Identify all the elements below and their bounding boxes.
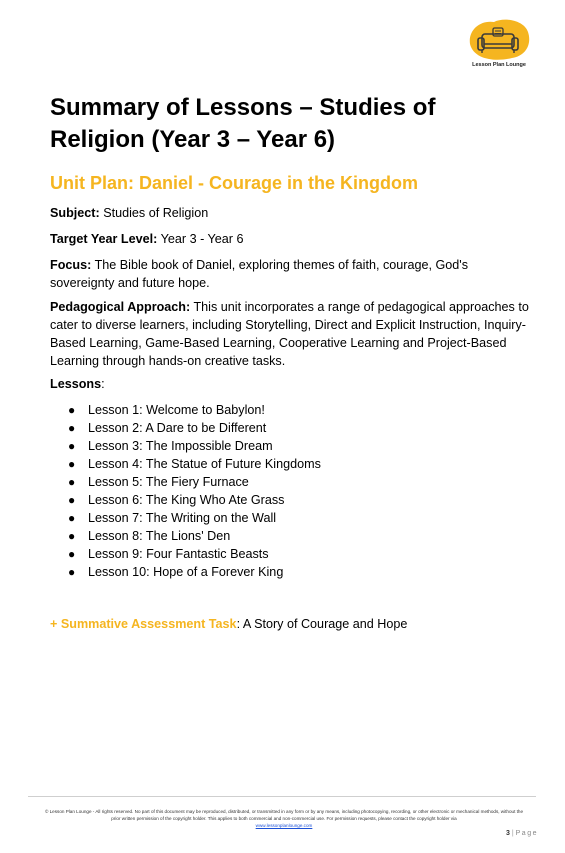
lesson-title: Lesson 10: Hope of a Forever King [88,565,284,579]
focus-paragraph [50,256,530,292]
approach-label: Pedagogical Approach: [50,300,191,314]
copyright-text: © Lesson Plan Lounge - All rights reserved. No part of this document may be reproduced, distributed, or transmitted in any form or by any means, including photocopying, recording, or other electronic or mechanical methods, without the prior written permission of the copyright holder. This applies to both commercial and non-commercial use. For permission requests, please contact the copyright holder via [44,809,524,821]
bullet-icon: ● [68,529,76,543]
bullet-icon: ● [68,511,76,525]
page-title: Summary of Lessons – Studies of Religion (Year 3 – Year 6) [50,94,436,153]
list-item [68,491,528,509]
lesson-title: Lesson 1: Welcome to Babylon! [88,403,265,417]
footer-divider [28,796,536,797]
list-item [68,473,528,491]
subject-label: Subject: [50,206,100,220]
page-separator: | [511,830,514,837]
website-link[interactable]: www.lessonplanlounge.com [255,823,313,828]
list-item [68,455,528,473]
list-item [68,509,528,527]
bullet-icon: ● [68,421,76,435]
summative-assessment [50,615,407,633]
lesson-list [50,401,528,581]
page-number-value: 3 [506,830,510,837]
list-item [68,563,528,581]
list-item [68,419,528,437]
bullet-icon: ● [68,439,76,453]
lesson-title: Lesson 5: The Fiery Furnace [88,475,249,489]
summative-label: + Summative Assessment Task [50,617,237,631]
bullet-icon: ● [68,565,76,579]
footer-copyright [40,808,528,829]
lesson-title: Lesson 2: A Dare to be Different [88,421,267,435]
lesson-title: Lesson 9: Four Fantastic Beasts [88,547,269,561]
lessons-label: Lessons [50,377,102,391]
sofa-logo-icon [466,18,532,62]
summative-value: : A Story of Courage and Hope [236,617,408,631]
logo-text: Lesson Plan Lounge [472,62,526,68]
list-item [68,401,528,419]
lesson-title: Lesson 7: The Writing on the Wall [88,511,277,525]
page-number [488,830,538,837]
list-item [68,545,528,563]
bullet-icon: ● [68,475,76,489]
target-value: Year 3 - Year 6 [160,232,244,246]
bullet-icon: ● [68,403,76,417]
bullet-icon: ● [68,493,76,507]
list-item [68,437,528,455]
focus-label: Focus: [50,258,92,272]
page-label: Page [515,830,538,837]
subject-line [50,204,530,222]
lesson-title: Lesson 4: The Statue of Future Kingdoms [88,457,321,471]
lesson-title: Lesson 3: The Impossible Dream [88,439,273,453]
target-label: Target Year Level: [50,232,158,246]
list-item [68,527,528,545]
approach-value: This unit incorporates a range of pedagogical approaches to cater to diverse learners, including Storytelling, Direct and Explicit Instruction, Inquiry-Based Learning, Game-Based Learning, Cooperative Learning and Project-Based Learning through hands-on creative tasks. [50,300,529,368]
subject-value: Studies of Religion [103,206,209,220]
bullet-icon: ● [68,547,76,561]
approach-paragraph [50,298,530,370]
bullet-icon: ● [68,457,76,471]
logo [466,18,532,72]
lesson-title: Lesson 8: The Lions' Den [88,529,231,543]
target-line [50,230,530,248]
lesson-title: Lesson 6: The King Who Ate Grass [88,493,285,507]
unit-plan-heading: Unit Plan: Daniel - Courage in the Kingdom [50,173,419,193]
lessons-heading: Lessons: [50,377,105,391]
focus-value: The Bible book of Daniel, exploring themes of faith, courage, God's sovereignty and future hope. [50,258,468,290]
